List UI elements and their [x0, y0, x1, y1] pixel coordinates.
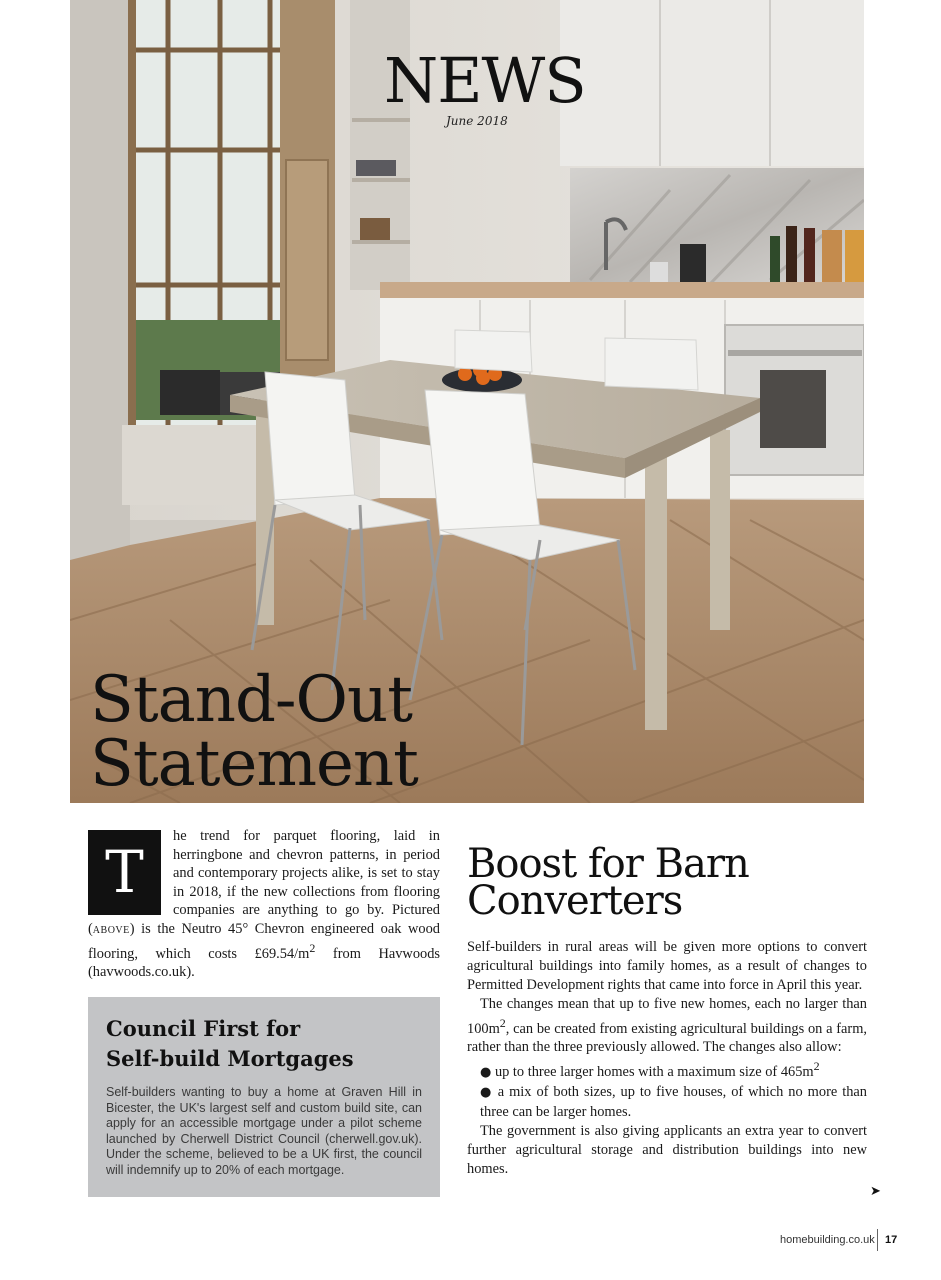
- barn-bullet1-sup: 2: [813, 1059, 820, 1074]
- sidebar-body: Self-builders wanting to buy a home at Graven Hill in Bicester, the UK's largest self and custom build site, can apply for an accessible mortgage under a pilot scheme launched by Cherwell District Council (cherwell.gov.uk). Under the scheme, believed to be a UK first, the council will indemnify up to 20% of each mortgage.: [106, 1085, 422, 1177]
- intro-above-label: above: [92, 920, 130, 937]
- barn-bullet2-text: a mix of both sizes, up to five houses, of which no more than three can be larger homes.: [480, 1083, 868, 1120]
- page-number: 17: [885, 1234, 898, 1246]
- barn-title-line2: Converters: [467, 878, 683, 924]
- barn-title-line1: Boost for Barn: [467, 841, 749, 887]
- issue-date: June 2018: [446, 114, 508, 128]
- barn-article-title: [467, 841, 749, 924]
- hero-photo: [70, 0, 864, 803]
- intro-text-part1: he trend for parquet flooring, laid in herringbone and chevron patterns, in period and contemporary projects alike, is set to stay in 2018, if the new collections from flooring companies are anything to go by. Pictured (: [88, 828, 440, 937]
- barn-p2-sup: 2: [499, 1015, 506, 1030]
- hero-headline-line2: Statement: [90, 727, 418, 801]
- intro-sup: 2: [309, 940, 316, 955]
- barn-p2-b: , can be created from existing agricultural buildings on a farm, rather than the three previously allowed. The changes also allow:: [467, 1020, 867, 1056]
- barn-paragraph-2: [467, 995, 867, 1058]
- intro-text-part2: ) is the Neutro 45° Chevron engineered oak wood flooring, which costs £69.54/m: [88, 920, 440, 962]
- footer-website: homebuilding.co.uk: [780, 1234, 875, 1246]
- continue-arrow-icon: ➤: [870, 1184, 881, 1199]
- hero-headline: [90, 663, 418, 801]
- barn-bullet1-a: up to three larger homes with a maximum size of 465m: [491, 1064, 814, 1081]
- section-title: NEWS: [384, 44, 586, 117]
- barn-paragraph-1: Self-builders in rural areas will be given more options to convert agricultural buildings into family homes, as a result of changes to Permitted Development rights that came into force in April this year.: [467, 939, 867, 993]
- sidebar-title: [106, 1014, 426, 1074]
- barn-bullet-1: [467, 1057, 867, 1083]
- drop-cap: T: [88, 830, 161, 915]
- barn-bullet-2: [467, 1083, 867, 1122]
- intro-article: [88, 827, 440, 982]
- footer-divider: [877, 1229, 878, 1251]
- barn-article-body: [467, 938, 867, 1178]
- barn-p2-a: The changes mean that up to five new homes, each no larger than 100m: [467, 995, 867, 1037]
- intro-text-part3: from Havwoods (havwoods.co.uk).: [88, 945, 441, 980]
- sidebar-title-line1: Council First for: [106, 1016, 301, 1041]
- sidebar-box: [88, 997, 440, 1197]
- sidebar-title-line2: Self-build Mortgages: [106, 1046, 354, 1071]
- barn-paragraph-3: The government is also giving applicants an extra year to convert further agricultural storage and distribution buildings into new homes.: [467, 1122, 867, 1177]
- bullet-dot-icon: ●: [480, 1065, 492, 1081]
- bullet-dot-icon: ●: [480, 1084, 493, 1100]
- hero-headline-line1: Stand-Out: [90, 663, 412, 737]
